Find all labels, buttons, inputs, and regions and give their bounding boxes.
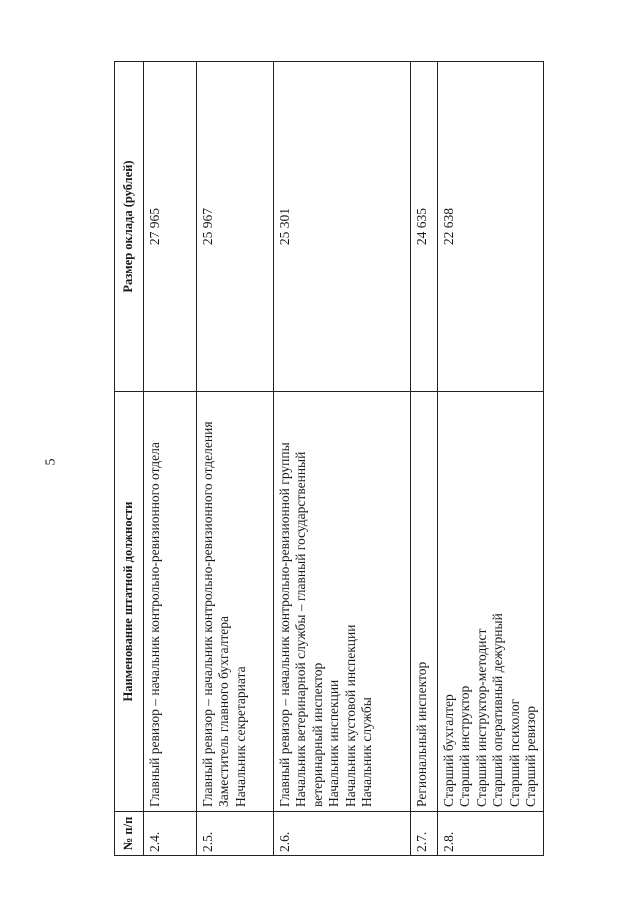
position-name: Начальник секретариата	[232, 666, 248, 807]
row-number: 2.5.	[197, 812, 274, 856]
position-name: Начальник ветеринарной службы – главный государственный ветеринарный инспектор	[293, 451, 325, 807]
position-name: Главный ревизор – начальник контрольно-ревизионной группы	[277, 442, 292, 807]
row-number: 2.6.	[274, 812, 411, 856]
salary-table-container	[114, 62, 582, 856]
header-position-name: Наименование штатной должности	[115, 392, 144, 812]
position-names	[411, 392, 438, 812]
header-salary: Размер оклада (рублей)	[115, 62, 144, 392]
position-names	[144, 392, 197, 812]
position-name: Заместитель главного бухгалтера	[216, 615, 232, 807]
table-row	[411, 62, 438, 856]
table-header-row	[115, 62, 144, 856]
position-name: Главный ревизор – начальник контрольно-ревизионного отдела	[147, 442, 162, 807]
row-number: 2.8.	[438, 812, 544, 856]
salary-value: 22 638	[438, 62, 544, 392]
position-name: Начальник инспекции	[326, 679, 342, 807]
position-name: Старший бухгалтер	[441, 694, 456, 807]
position-name: Старший инструктор-методист	[473, 628, 489, 807]
salary-value: 27 965	[144, 62, 197, 392]
table-row	[438, 62, 544, 856]
salary-value: 24 635	[411, 62, 438, 392]
page-number: 5	[43, 458, 59, 466]
position-names	[438, 392, 544, 812]
table-row	[197, 62, 274, 856]
table-row	[274, 62, 411, 856]
row-number: 2.4.	[144, 812, 197, 856]
position-name: Старший психолог	[506, 698, 522, 807]
position-name: Начальник кустовой инспекции	[342, 624, 358, 807]
table-row	[144, 62, 197, 856]
position-name: Старший ревизор	[523, 706, 539, 807]
salary-table	[114, 61, 544, 856]
position-name: Начальник службы	[359, 697, 375, 807]
position-name: Старший оперативный дежурный	[490, 613, 506, 807]
position-name: Главный ревизор – начальник контрольно-ревизионного отделения	[200, 421, 215, 807]
position-names	[197, 392, 274, 812]
header-num: № п/п	[115, 812, 144, 856]
position-names	[274, 392, 411, 812]
position-name: Региональный инспектор	[414, 661, 429, 807]
salary-value: 25 967	[197, 62, 274, 392]
row-number: 2.7.	[411, 812, 438, 856]
position-name: Старший инструктор	[457, 685, 473, 807]
salary-value: 25 301	[274, 62, 411, 392]
